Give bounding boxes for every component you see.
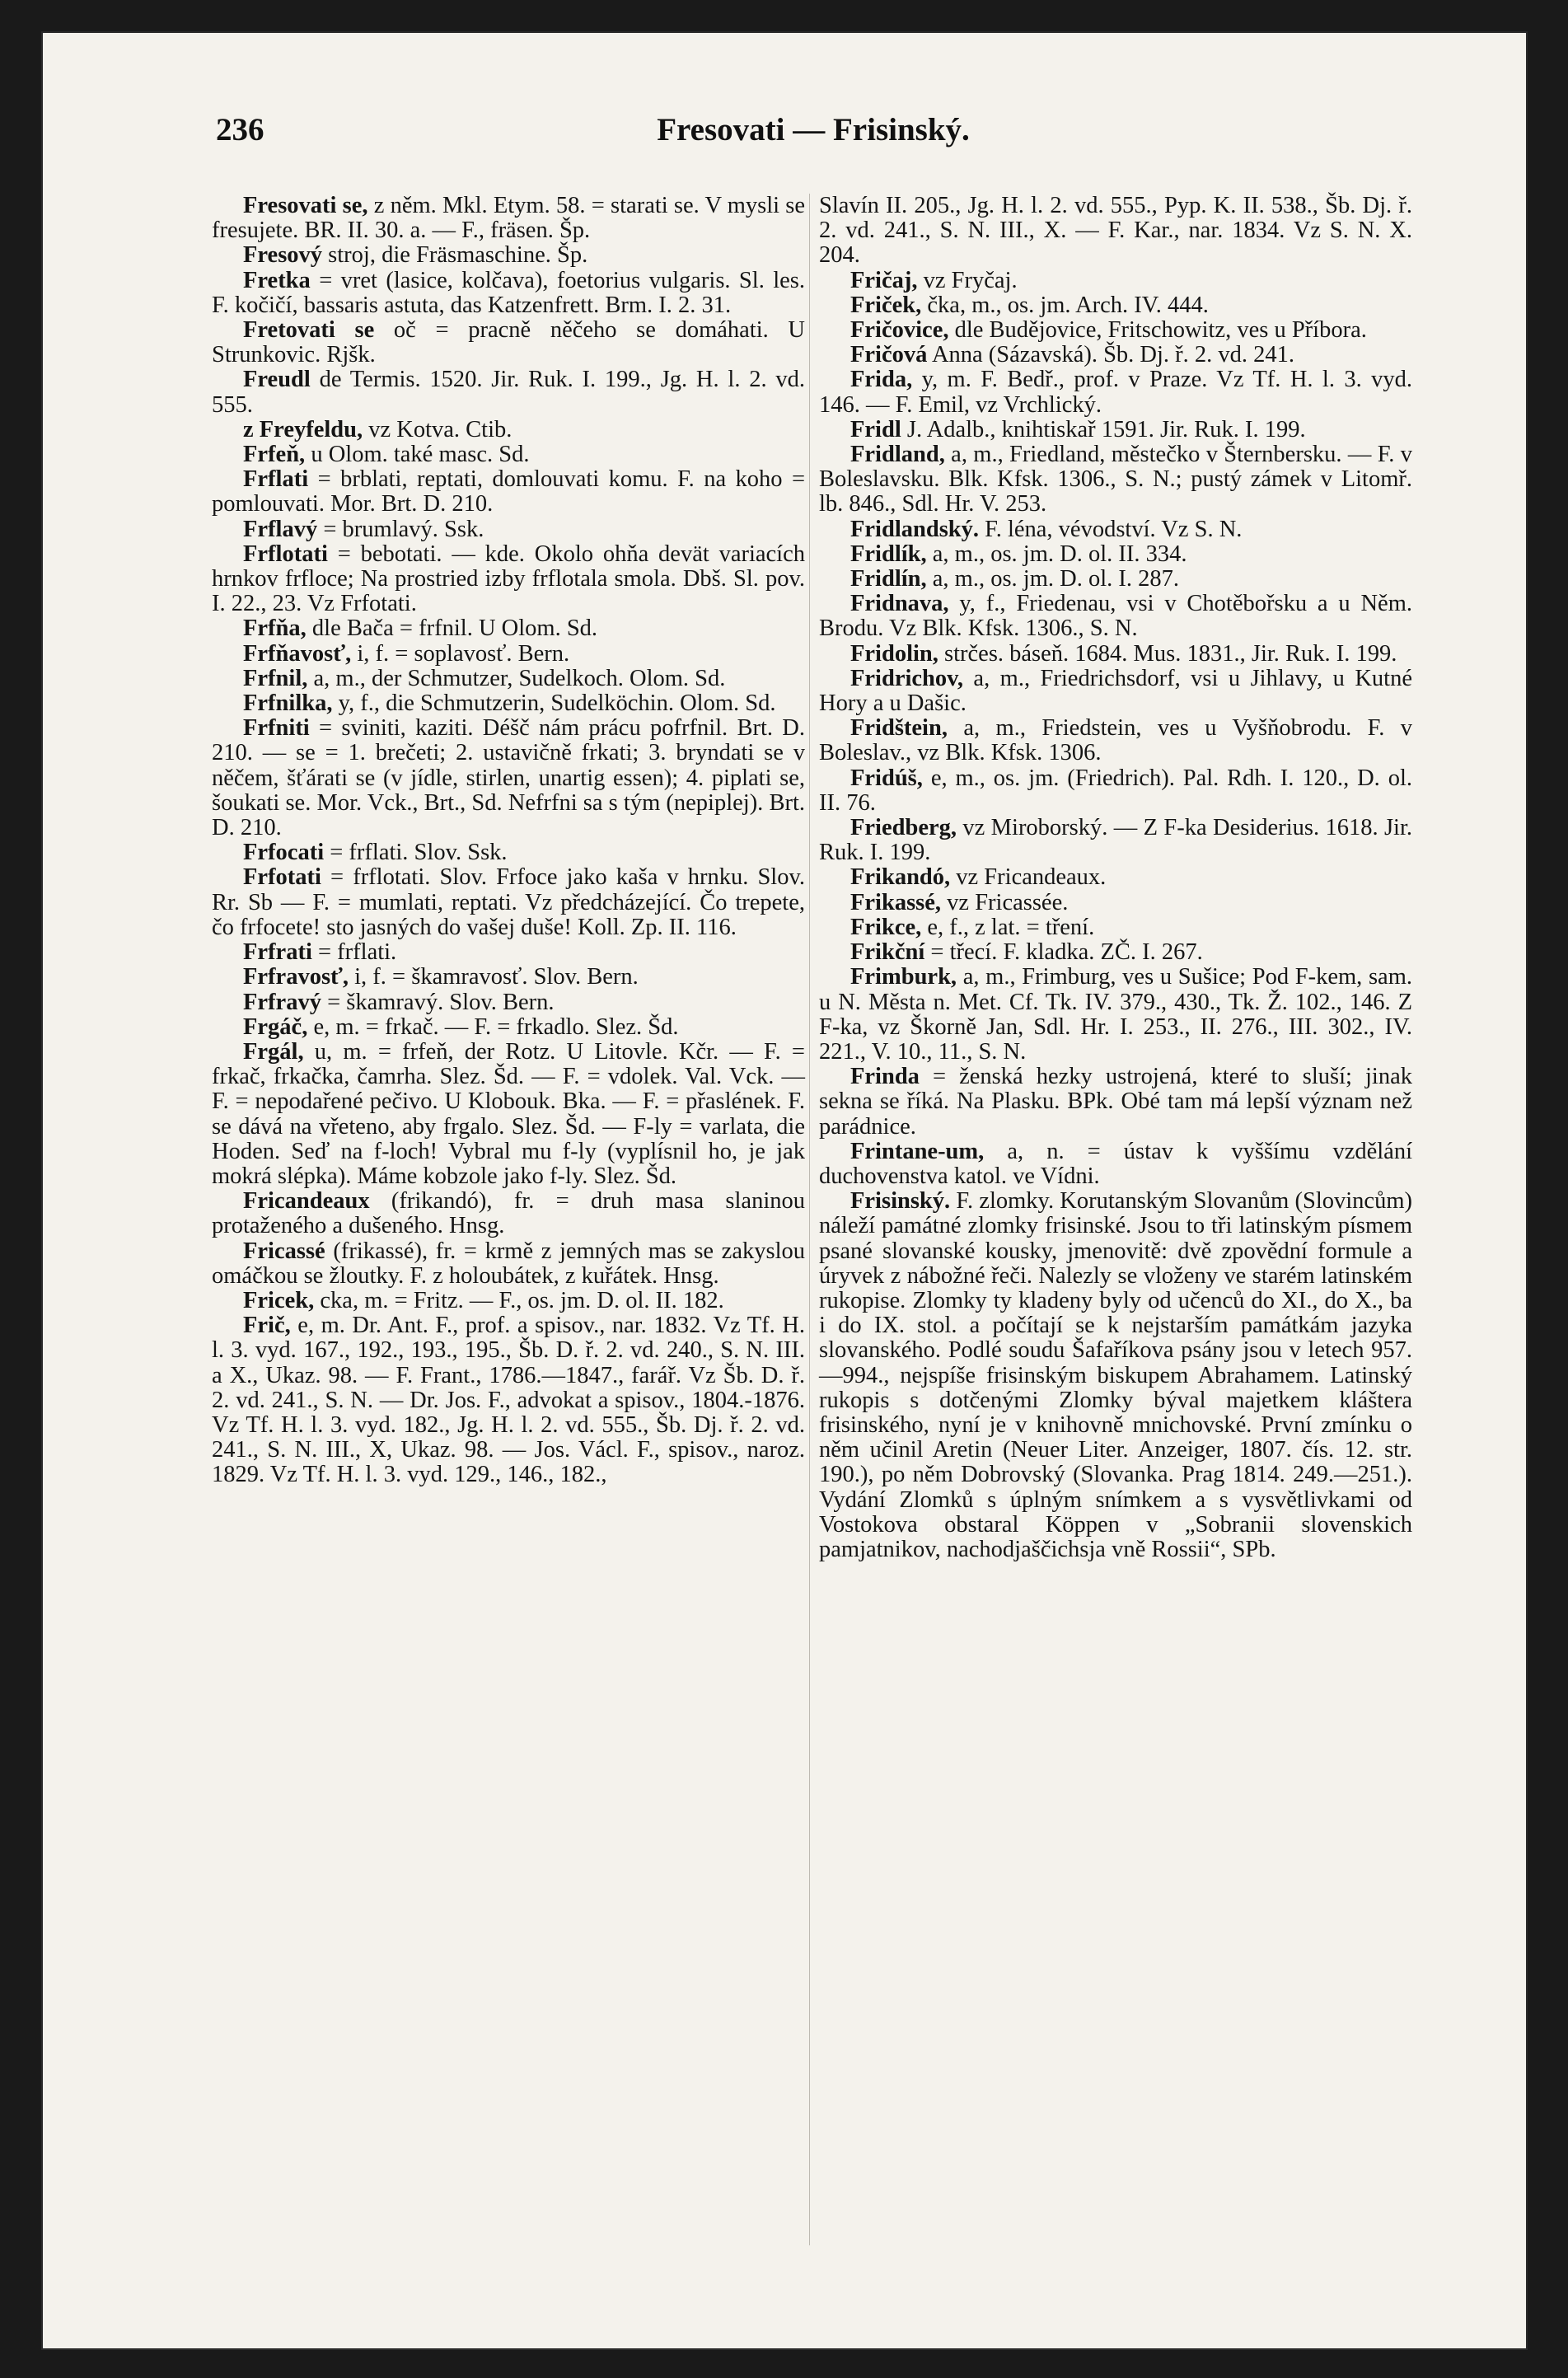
- entry-headword: Fridlandský.: [850, 516, 980, 542]
- entry-headword: Frič,: [243, 1313, 291, 1339]
- dictionary-entry: [819, 269, 1412, 293]
- entry-text: = frflati. Slov. Ssk.: [330, 840, 508, 866]
- entry-headword: Fridrichov,: [850, 665, 963, 691]
- entry-headword: Frikce,: [850, 914, 922, 940]
- dictionary-page: [43, 33, 1526, 2348]
- entry-text: = třecí. F. kladka. ZČ. I. 267.: [930, 939, 1203, 966]
- dictionary-entry: [212, 990, 805, 1015]
- dictionary-entry: [819, 592, 1412, 641]
- entry-text: y, f., die Schmutzerin, Sudelköchin. Olom. Sd.: [338, 690, 776, 717]
- page-header: [216, 111, 1411, 161]
- entry-text: a, m., Friedland, městečko v Šternbersku. — F. v Boleslavsku. Blk. Kfsk. 1306., S. N.; pustý zámek v Litomř. lb. 846., Sdl. Hr. V. 253.: [819, 442, 1412, 517]
- dictionary-entry: [819, 766, 1412, 816]
- entry-text: a, m., Frimburg, ves u Sušice; Pod F-kem, sam. u N. Města n. Met. Cf. Tk. IV. 379., 430., Tk. Ž. 102., 146. Z F-ka, vz Škorně Jan, Sdl. Hr. I. 253., II. 276., III. 302., IV. 221., V. 10., 11., S. N.: [819, 964, 1412, 1065]
- entry-headword: Fridlík,: [850, 541, 927, 567]
- page-number: 236: [216, 112, 264, 147]
- entry-headword: Frfrati: [243, 939, 312, 966]
- entry-headword: Fresovati se,: [243, 193, 368, 218]
- entry-text: J. Adalb., knihtiskař 1591. Jir. Ruk. I. 199.: [906, 416, 1306, 442]
- entry-text: e, m. Dr. Ant. F., prof. a spisov., nar. 1832. Vz Tf. H. l. 3. vyd. 167., 192., 193., 195., Šb. D. ř. 2. vd. 240., S. N. III. a X., Ukaz. 98. — F. Frant., 1786.—1847., farář. Vz Šb. D. ř. 2. vd. 241., S. N. — Dr. Jos. F., advokat a spisov., 1804.-1876. Vz Tf. H. l. 3. vyd. 182., Jg. H. l. 2. vd. 555., Šb. Dj. ř. 2. vd. 241., S. N. III., X, Ukaz. 98. — Jos. Václ. F., spisov., naroz. 1829. Vz Tf. H. l. 3. vyd. 129., 146., 182.,: [212, 1313, 805, 1488]
- entry-text: u Olom. také masc. Sd.: [311, 442, 530, 468]
- entry-headword: Fričovice,: [850, 317, 949, 344]
- dictionary-entry: [212, 840, 805, 865]
- entry-text: e, m. = frkač. — F. = frkadlo. Slez. Šd.: [313, 1013, 679, 1040]
- dictionary-entry: [819, 1189, 1412, 1562]
- dictionary-entry: [212, 442, 805, 467]
- entry-headword: Fričaj,: [850, 267, 918, 293]
- dictionary-entry: [212, 1289, 805, 1313]
- dictionary-entry: [212, 940, 805, 965]
- dictionary-entry: [819, 567, 1412, 592]
- entry-text: = brblati, reptati, domlouvati komu. F. na koho = pomlouvati. Mor. Brt. D. 210.: [212, 466, 806, 517]
- entry-headword: Fridland,: [850, 442, 945, 468]
- entry-headword: Friedberg,: [850, 815, 957, 841]
- entry-text: a, m., der Schmutzer, Sudelkoch. Olom. Sd.: [313, 665, 726, 691]
- entry-text: = bebotati. — kde. Okolo ohňa devät variacích hrnkov frfloce; Na prostried izby frflotala smola. Dbš. Sl. pov. I. 22., 23. Vz Frfotati.: [212, 541, 806, 617]
- dictionary-entry: [819, 367, 1412, 417]
- entry-headword: Frfňavosť,: [243, 640, 352, 667]
- dictionary-entry: [212, 667, 805, 691]
- entry-headword: Frflotati: [243, 541, 328, 567]
- entry-headword: Fridštein,: [850, 715, 948, 742]
- dictionary-entry: [212, 1239, 805, 1289]
- entry-text: i, f. = škamravosť. Slov. Bern.: [354, 964, 639, 990]
- entry-text: čka, m., os. jm. Arch. IV. 444.: [927, 292, 1209, 318]
- entry-text: de Termis. 1520. Jir. Ruk. I. 199., Jg. H. l. 2. vd. 555.: [212, 367, 806, 418]
- dictionary-entry: [819, 1065, 1412, 1140]
- entry-text: i, f. = soplavosť. Bern.: [357, 640, 570, 667]
- entry-headword: Fridl: [850, 416, 901, 442]
- entry-text: Anna (Sázavská). Šb. Dj. ř. 2. vd. 241.: [931, 342, 1295, 368]
- dictionary-entry: [819, 865, 1412, 890]
- right-column: [819, 194, 1412, 1562]
- entry-headword: Fričová: [850, 342, 928, 368]
- entry-headword: Frikční: [850, 939, 925, 966]
- entry-text: = ženská hezky ustrojená, které to sluší; jinak sekna se říká. Na Plasku. BPk. Obé tam má lepší význam než parádnice.: [819, 1064, 1412, 1140]
- entry-headword: Friček,: [850, 292, 922, 318]
- entry-text: e, m., os. jm. (Friedrich). Pal. Rdh. I. 120., D. ol. II. 76.: [819, 765, 1412, 816]
- entry-text: vz Kotva. Ctib.: [368, 416, 513, 442]
- dictionary-entry: [819, 194, 1412, 269]
- entry-headword: Frimburk,: [850, 964, 957, 990]
- entry-text: vz Fricandeaux.: [956, 864, 1107, 891]
- dictionary-entry: [819, 418, 1412, 442]
- entry-text: F. zlomky. Korutanským Slovanům (Slovincům) náleží památné zlomky frisinské. Jsou to tři latinským písmem psané slovanské kousky, jmenovitě: dvě zpovědní formule a úryvek z nábožné řeči. Nalezly se vloženy ve starém latinském rukopise. Zlomky ty kladeny byly od učenců do XI., do X., ba i do IX. stol. a počítají se k nejstarším památkám jazyka slovanského. Podlé soudu Šafaříkova psány jsou v letech 957.—994., nejspíše frisinským biskupem Abrahamem. Latinský rukopis s dotčenými Zlomky býval majetkem kláštera frisinského, nyní je v knihovně mnichovské. První zmínku o něm učinil Aretin (Neuer Liter. Anzeiger, 1807. čís. 12. str. 190.), po něm Dobrovský (Slovanka. Prag 1814. 249.—251.). Vydání Zlomků s úplným snímkem a s vysvětlivkami od Vostokova obstaral Köppen v „Sobranii slovenskich pamjatnikov, nachodjaščichsja vně Rossii“, SPb.: [819, 1188, 1412, 1562]
- running-head: Fresovati — Frisinský.: [657, 112, 970, 147]
- entry-text: = škamravý. Slov. Bern.: [327, 989, 555, 1015]
- entry-text: vz Fricassée.: [947, 889, 1069, 915]
- dictionary-entry: [212, 1313, 805, 1487]
- entry-text: (frikandó), fr. = druh masa slaninou protaženého a dušeného. Hnsg.: [212, 1188, 805, 1239]
- dictionary-entry: [212, 318, 805, 367]
- entry-text: cka, m. = Fritz. — F., os. jm. D. ol. II. 182.: [320, 1287, 724, 1313]
- entry-text: vz Fryčaj.: [923, 267, 1018, 293]
- dictionary-entry: [212, 418, 805, 442]
- dictionary-entry: [819, 293, 1412, 318]
- entry-text: = frflati.: [317, 939, 397, 966]
- entry-text: u, m. = frfeň, der Rotz. U Litovle. Kčr. — F. = frkač, frkačka, čamrha. Slez. Šd. — F. = vdolek. Val. Vck. — F. = nepodařené pečivo. U Klobouk. Bka. — F. = přaslének. F. se dává na vřeteno, aby frgalo. Slez. Šd. — F-ly = varlata, die Hoden. Seď na f-loch! Vybral mu f-ly (vyplísnil ho, je jak mokrá slépka). Máme kobzole jako f-ly. Slez. Šd.: [212, 1038, 805, 1189]
- left-column: [212, 194, 805, 1488]
- dictionary-entry: [819, 1140, 1412, 1189]
- entry-text: y, m. F. Bedř., prof. v Praze. Vz Tf. H. l. 3. vyd. 146. — F. Emil, vz Vrchlický.: [819, 367, 1412, 418]
- dictionary-entry: [212, 716, 805, 840]
- entry-headword: Fridlín,: [850, 566, 927, 592]
- entry-text: = frflotati. Slov. Frfoce jako kaša v hrnku. Slov. Rr. Sb — F. = mumlati, reptati. Vz předcházející. Čo trepete, čo frfocete! sto jasných do vašej duše! Koll. Zp. II. 116.: [212, 864, 805, 940]
- dictionary-entry: [819, 816, 1412, 865]
- dictionary-entry: [212, 269, 805, 318]
- entry-headword: Frida,: [850, 367, 913, 393]
- entry-headword: Frintane-um,: [850, 1138, 985, 1164]
- entry-headword: Frisinský.: [850, 1188, 951, 1215]
- dictionary-entry: [819, 517, 1412, 542]
- entry-text: vz Miroborský. — Z F-ka Desiderius. 1618. Jir. Ruk. I. 199.: [819, 815, 1413, 866]
- dictionary-entry: [212, 865, 805, 940]
- entry-headword: Frflavý: [243, 516, 318, 542]
- dictionary-entry: [212, 691, 805, 716]
- entry-text: strčes. báseň. 1684. Mus. 1831., Jir. Ruk. I. 199.: [944, 640, 1397, 667]
- dictionary-entry: [212, 1015, 805, 1040]
- column-divider: [809, 194, 810, 2245]
- dictionary-entry: [819, 642, 1412, 667]
- entry-text: = vret (lasice, kolčava), foetorius vulgaris. Sl. les. F. kočičí, bassaris astuta, das Katzenfrett. Brm. I. 2. 31.: [212, 267, 806, 318]
- dictionary-entry: [819, 891, 1412, 915]
- entry-headword: Frfocati: [243, 840, 325, 866]
- entry-text: e, f., z lat. = tření.: [927, 914, 1095, 940]
- entry-headword: Frfniti: [243, 715, 310, 742]
- entry-headword: Frfnil,: [243, 665, 308, 691]
- entry-headword: Fricassé: [243, 1238, 325, 1264]
- entry-text: stroj, die Fräsmaschine. Šp.: [328, 242, 588, 269]
- entry-text: dle Budějovice, Fritschowitz, ves u Příbora.: [954, 317, 1367, 344]
- entry-headword: Frinda: [850, 1064, 920, 1090]
- dictionary-entry: [819, 915, 1412, 940]
- dictionary-entry: [212, 194, 805, 243]
- entry-headword: Freudl: [243, 367, 311, 393]
- dictionary-entry: [819, 716, 1412, 765]
- dictionary-entry: [212, 1040, 805, 1189]
- dictionary-entry: [819, 940, 1412, 965]
- entry-headword: Fridúš,: [850, 765, 923, 791]
- entry-headword: Fridnava,: [850, 591, 949, 617]
- entry-text: dle Bača = frfnil. U Olom. Sd.: [311, 616, 598, 642]
- entry-text: a, m., Friedstein, ves u Vyšňobrodu. F. v Boleslav., vz Blk. Kfsk. 1306.: [819, 715, 1413, 766]
- entry-headword: Frikassé,: [850, 889, 942, 915]
- dictionary-entry: [819, 542, 1412, 567]
- entry-headword: Frgáč,: [243, 1013, 308, 1040]
- entry-text: z něm. Mkl. Etym. 58. = starati se. V mysli se fresujete. BR. II. 30. a. — F., fräsen. Šp.: [212, 193, 806, 244]
- entry-text: a, m., os. jm. D. ol. I. 287.: [932, 566, 1180, 592]
- entry-text: a, m., Friedrichsdorf, vsi u Jihlavy, u Kutné Hory a u Dašic.: [819, 665, 1413, 717]
- dictionary-entry: [819, 343, 1412, 367]
- dictionary-entry: [819, 318, 1412, 343]
- entry-headword: Frgál,: [243, 1038, 304, 1065]
- entry-text: = brumlavý. Ssk.: [323, 516, 484, 542]
- dictionary-entry: [212, 467, 805, 517]
- dictionary-entry: [212, 965, 805, 990]
- entry-text: y, f., Friedenau, vsi v Chotěbořsku a u Něm. Brodu. Vz Blk. Kfsk. 1306., S. N.: [819, 591, 1412, 642]
- dictionary-entry: [212, 243, 805, 268]
- entry-headword: Fretovati se: [243, 317, 375, 344]
- dictionary-entry: [212, 642, 805, 667]
- entry-text: = sviniti, kaziti. Déšč nám prácu pofrfnil. Brt. D. 210. — se = 1. brečeti; 2. ustavičně frkati; 3. bryndati se v něčem, šťárati se (v jídle, stirlen, unartig essen); 4. piplati se, šoukati se. Mor. Vck., Brt., Sd. Nefrfni sa s tým (nepiplej). Brt. D. 210.: [212, 715, 806, 841]
- entry-headword: Frfravý: [243, 989, 321, 1015]
- entry-text: oč = pracně něčeho se domáhati. U Strunkovic. Rjšk.: [212, 317, 805, 368]
- entry-text: F. léna, vévodství. Vz S. N.: [985, 516, 1243, 542]
- entry-headword: Frfotati: [243, 864, 321, 891]
- dictionary-entry: [212, 616, 805, 641]
- dictionary-entry: [819, 667, 1412, 716]
- entry-text: a, n. = ústav k vyššímu vzdělání duchovenstva katol. ve Vídni.: [819, 1138, 1413, 1189]
- entry-headword: Frfeň,: [243, 442, 306, 468]
- entry-headword: Frikandó,: [850, 864, 951, 891]
- entry-text: (frikassé), fr. = krmě z jemných mas se zakyslou omáčkou se žloutky. F. z holoubátek, z kuřátek. Hnsg.: [212, 1238, 805, 1289]
- dictionary-entry: [212, 1189, 805, 1238]
- entry-headword: Frfravosť,: [243, 964, 349, 990]
- entry-text: a, m., os. jm. D. ol. II. 334.: [932, 541, 1187, 567]
- entry-headword: z Freyfeldu,: [243, 416, 363, 442]
- entry-headword: Frfňa,: [243, 616, 307, 642]
- entry-headword: Frflati: [243, 466, 309, 493]
- entry-headword: Fricandeaux: [243, 1188, 370, 1215]
- entry-headword: Fresový: [243, 242, 323, 269]
- dictionary-entry: [212, 367, 805, 417]
- dictionary-entry: [212, 542, 805, 617]
- entry-headword: Frfnilka,: [243, 690, 333, 717]
- entry-headword: Fridolin,: [850, 640, 938, 667]
- entry-headword: Fretka: [243, 267, 311, 293]
- entry-headword: Fricek,: [243, 1287, 315, 1313]
- dictionary-entry: [819, 965, 1412, 1065]
- entry-text: Slavín II. 205., Jg. H. l. 2. vd. 555., Pyp. K. II. 538., Šb. Dj. ř. 2. vd. 241., S. N. III., X. — F. Kar., nar. 1834. Vz S. N. X. 204.: [819, 193, 1412, 269]
- dictionary-entry: [819, 442, 1412, 517]
- dictionary-entry: [212, 517, 805, 542]
